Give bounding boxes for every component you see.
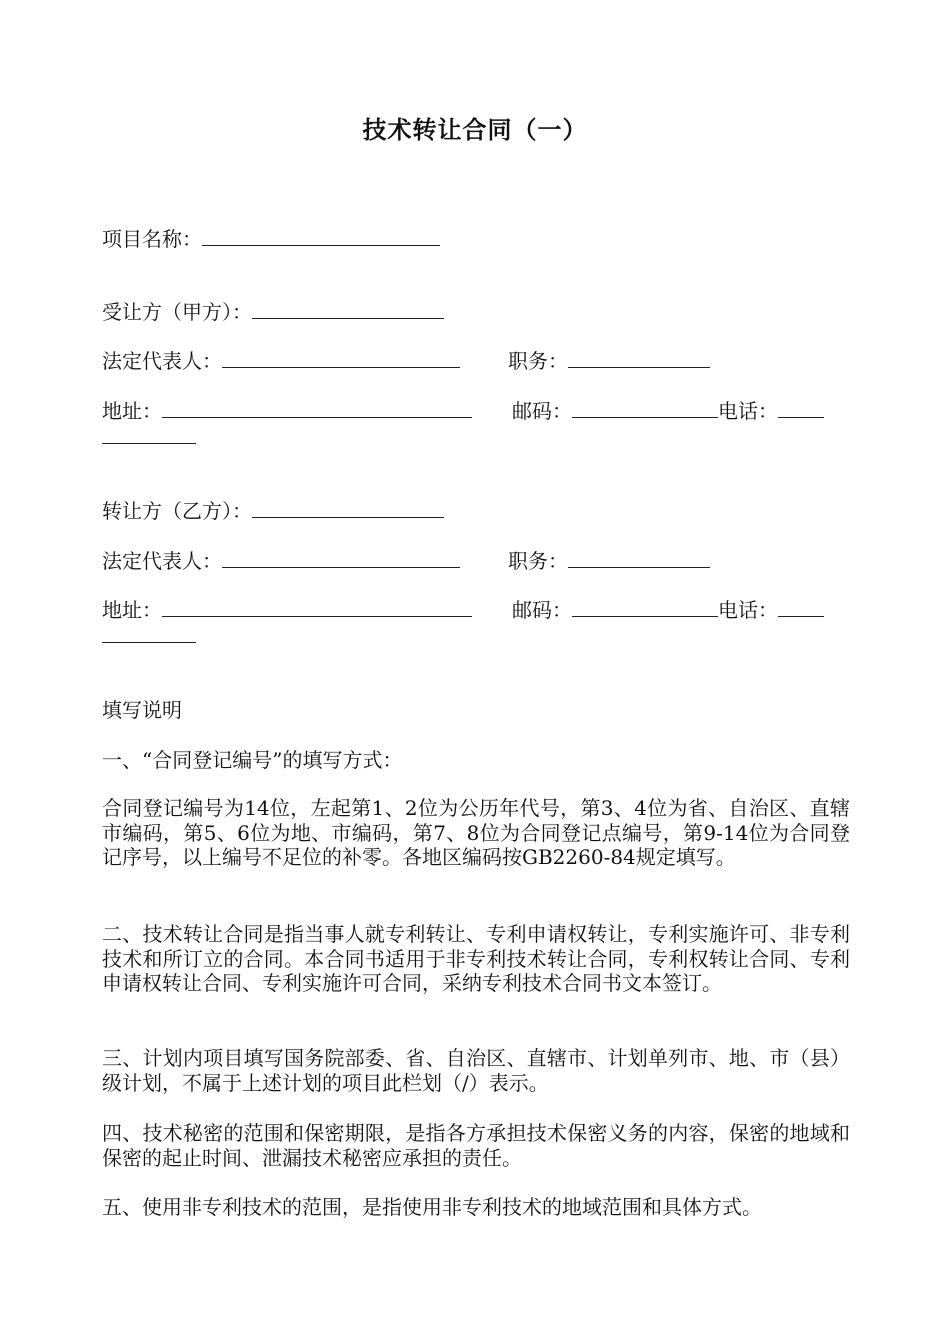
party-a-phone-field-cont[interactable] — [102, 425, 196, 444]
party-b-address-field[interactable] — [162, 598, 472, 617]
project-name-field[interactable] — [202, 227, 440, 246]
instruction-2: 二、技术转让合同是指当事人就专利转让、专利申请权转让，专利实施许可、非专利技术和所订立的合同。本合同书适用于非专利技术转让合同，专利权转让合同、专利申请权转让合同、专利实施许可合同，采纳专利技术合同书文本签订。 — [102, 922, 850, 995]
party-a-name-field[interactable] — [252, 300, 444, 319]
party-b-rep-label: 法定代表人： — [102, 549, 222, 573]
party-a-name-label: 受让方（甲方）： — [102, 300, 252, 324]
party-b-zip-row — [512, 597, 824, 623]
party-b-zip-field[interactable] — [572, 598, 718, 617]
party-b-duty-label: 职务： — [508, 549, 568, 573]
instruction-1-heading: 一、“合同登记编号”的填写方式： — [102, 748, 403, 772]
party-b-duty-field[interactable] — [568, 549, 710, 568]
party-a-phone-field[interactable] — [778, 399, 824, 418]
instruction-1-body: 合同登记编号为14位，左起第1、2位为公历年代号，第3、4位为省、自治区、直辖市编码，第5、6位为地、市编码，第7、8位为合同登记点编号，第9-14位为合同登记序号，以上编号不足位的补零。各地区编码按GB2260-84规定填写。 — [102, 796, 850, 869]
party-a-address-row — [102, 398, 472, 424]
project-name-label: 项目名称： — [102, 227, 202, 251]
party-a-name-row — [102, 299, 444, 325]
party-a-duty-field[interactable] — [568, 349, 710, 368]
instruction-3: 三、计划内项目填写国务院部委、省、自治区、直辖市、计划单列市、地、市（县）级计划，不属于上述计划的项目此栏划（/）表示。 — [102, 1046, 850, 1095]
document-title: 技术转让合同（一） — [362, 116, 588, 144]
party-b-rep-row — [102, 548, 460, 574]
party-b-name-label: 转让方（乙方）： — [102, 499, 252, 523]
instruction-4: 四、技术秘密的范围和保密期限，是指各方承担技术保密义务的内容，保密的地域和保密的起止时间、泄漏技术秘密应承担的责任。 — [102, 1121, 850, 1170]
party-b-address-label: 地址： — [102, 598, 162, 622]
party-b-name-field[interactable] — [252, 499, 444, 518]
party-b-address-row — [102, 597, 472, 623]
party-a-phone-continuation — [102, 424, 196, 450]
party-b-phone-field-cont[interactable] — [102, 624, 196, 643]
party-a-duty-row — [508, 348, 710, 374]
party-b-zip-label: 邮码： — [512, 598, 572, 622]
party-a-phone-label: 电话： — [718, 399, 778, 423]
party-a-rep-field[interactable] — [222, 349, 460, 368]
party-a-duty-label: 职务： — [508, 349, 568, 373]
party-a-zip-row — [512, 398, 824, 424]
party-b-phone-label: 电话： — [718, 598, 778, 622]
party-b-rep-field[interactable] — [222, 549, 460, 568]
party-a-rep-row — [102, 348, 460, 374]
party-b-duty-row — [508, 548, 710, 574]
party-a-zip-label: 邮码： — [512, 399, 572, 423]
party-a-zip-field[interactable] — [572, 399, 718, 418]
party-b-phone-continuation — [102, 623, 196, 649]
project-name-row — [102, 226, 440, 252]
instructions-heading: 填写说明 — [102, 698, 182, 722]
party-a-rep-label: 法定代表人： — [102, 349, 222, 373]
instruction-5: 五、使用非专利技术的范围，是指使用非专利技术的地域范围和具体方式。 — [102, 1195, 762, 1219]
party-a-address-field[interactable] — [162, 399, 472, 418]
party-b-name-row — [102, 498, 444, 524]
party-b-phone-field[interactable] — [778, 598, 824, 617]
party-a-address-label: 地址： — [102, 399, 162, 423]
